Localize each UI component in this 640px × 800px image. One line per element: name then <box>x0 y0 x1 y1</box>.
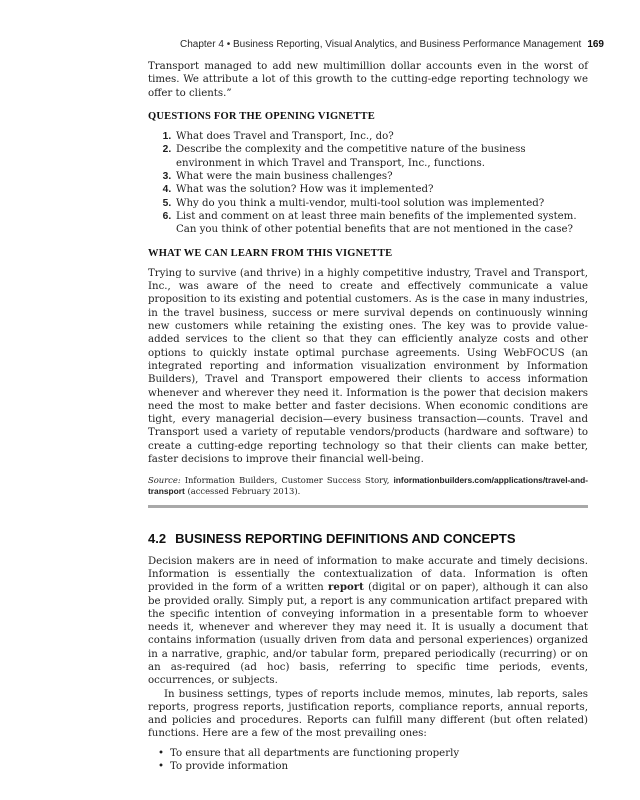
key-term-report: report <box>327 581 364 594</box>
question-item: 5. Why do you think a multi-vendor, multi-tool solution was implemented? <box>174 197 588 210</box>
paragraph-1-start: Decision makers are in need of information to make accurate and timely decisions. Information is essentially the contextualization of data. Information is often provided in the form of a written <box>148 555 588 594</box>
question-item: 2. Describe the complexity and the competitive nature of the business environment in which Travel and Transport, Inc., functions. <box>174 143 588 170</box>
section-number: 4.2 <box>148 531 167 547</box>
source-url[interactable]: informationbuilders.com/applications/travel-and-transport <box>148 475 588 497</box>
section-paragraph-2: In business settings, types of reports include memos, minutes, lab reports, sales reports, progress reports, justification reports, compliance reports, annual reports, and policies and procedures. Reports can fulfill many different (but often related) functions. Here are a few of the most prevailing ones: <box>148 688 588 740</box>
question-item: 1. What does Travel and Transport, Inc., do? <box>174 130 588 143</box>
page-number: 169 <box>587 39 604 50</box>
running-title: Chapter 4 • Business Reporting, Visual Analytics, and Business Performance Management <box>180 39 582 50</box>
question-item: 6. List and comment on at least three main benefits of the implemented system. Can you think of other potential benefits that are not mentioned in the case? <box>174 210 588 237</box>
running-header <box>180 39 604 50</box>
bullet-item: • To provide information <box>170 760 588 773</box>
section-heading <box>148 532 588 545</box>
question-item: 4. What was the solution? How was it implemented? <box>174 183 588 196</box>
source-text: Information Builders, Customer Success Story, <box>184 475 390 486</box>
learn-heading: WHAT WE CAN LEARN FROM THIS VIGNETTE <box>148 247 393 259</box>
learn-paragraph: Trying to survive (and thrive) in a highly competitive industry, Travel and Transport, Inc., was aware of the need to create and effectively communicate a value proposition to its existing and potential customers. As is the case in many industries, in the travel business, success or mere survival depends on continuously winning new customers while retaining the existing ones. The key was to provide value-added services to the client so that they can efficiently analyze costs and other options to quickly instate optimal purchase agreements. Using WebFOCUS (an integrated reporting and information visualization environment by Information Builders), Travel and Transport empowered their clients to access information whenever and wherever they need it. Information is the power that decision makers need the most to make better and faster decisions. When economic conditions are tight, every managerial decision—every business transaction—counts. Travel and Transport used a variety of reputable vendors/products (hardware and software) to create a cutting-edge reporting technology so that their clients can make better, faster decisions to improve their financial well-being. <box>148 267 588 466</box>
source-label: Source: <box>148 475 181 486</box>
report-functions-list <box>148 747 588 774</box>
section-title: BUSINESS REPORTING DEFINITIONS AND CONCEPTS <box>175 531 516 547</box>
source-accessed: (accessed February 2013). <box>187 486 301 497</box>
question-item: 3. What were the main business challenges? <box>174 170 588 183</box>
bullet-item: • To ensure that all departments are functioning properly <box>170 747 588 760</box>
questions-heading: QUESTIONS FOR THE OPENING VIGNETTE <box>148 110 375 122</box>
questions-list <box>148 130 588 236</box>
source-citation <box>148 475 588 497</box>
paragraph-1-end: (digital or on paper), although it can also be provided orally. Simply put, a report is any communication artifact prepared with the specific intention of conveying information in a presentable form to whoever needs it, whenever and wherever they may need it. It is usually a document that contains information (usually driven from data and personal experiences) organized in a narrative, graphic, and/or tabular form, prepared periodically (recurring) or on an as-required (ad hoc) basis, referring to specific time periods, events, occurrences, or subjects. <box>148 582 588 687</box>
section-paragraph-1 <box>148 555 588 688</box>
intro-paragraph: Transport managed to add new multimillion dollar accounts even in the worst of times. We attribute a lot of this growth to the cutting-edge reporting technology we offer to clients.” <box>148 61 588 99</box>
page-content <box>148 60 588 773</box>
